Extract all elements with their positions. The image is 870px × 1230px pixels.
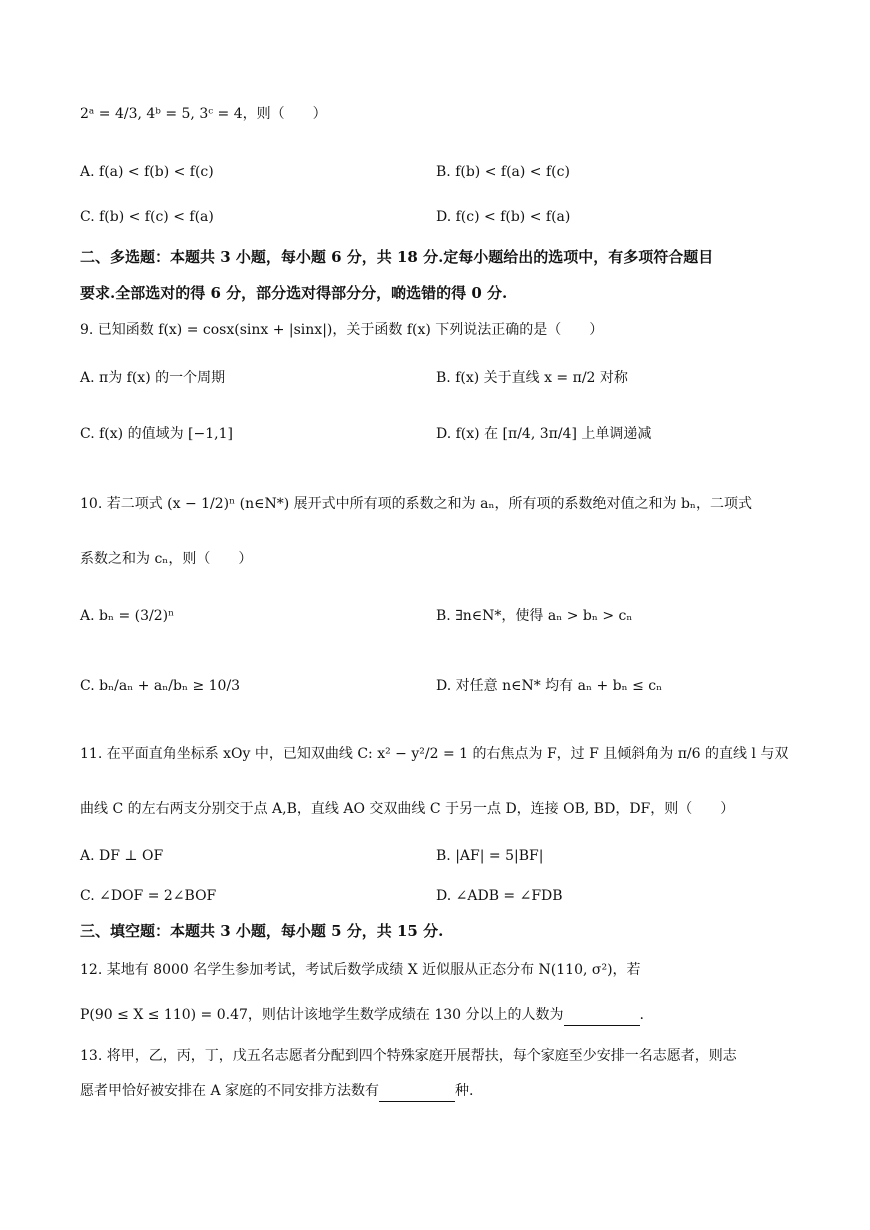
q13-stem-line2 (80, 1081, 473, 1102)
q11-option-c: C. ∠DOF = 2∠BOF (80, 888, 217, 904)
q12-stem-line2-text: P(90 ≤ X ≤ 110) = 0.47，则估计该地学生数学成绩在 130 分以上的人数为 (80, 1007, 564, 1023)
q12-stem-line2-end: . (639, 1007, 644, 1023)
q9-option-d: D. f(x) 在 [π/4, 3π/4] 上单调递减 (436, 426, 652, 442)
q11-option-b: B. |AF| = 5|BF| (436, 848, 544, 864)
q11-option-a: A. DF ⊥ OF (80, 848, 164, 864)
section-2-heading-line2: 要求.全部选对的得 6 分，部分选对得部分分，啲选错的得 0 分. (80, 284, 508, 302)
q10-option-a: A. bₙ = (3/2)ⁿ (80, 608, 175, 624)
q9-option-a: A. π为 f(x) 的一个周期 (80, 370, 226, 386)
q8-option-b: B. f(b) < f(a) < f(c) (436, 164, 570, 180)
q9-option-b: B. f(x) 关于直线 x = π/2 对称 (436, 370, 628, 386)
q10-option-c: C. bₙ/aₙ + aₙ/bₙ ≥ 10/3 (80, 678, 241, 694)
q13-stem-line1: 13. 将甲，乙，丙，丁，戊五名志愿者分配到四个特殊家庭开展帮扶，每个家庭至少安排一名志愿者，则志 (80, 1048, 737, 1064)
q10-stem-line2: 系数之和为 cₙ，则（ ） (80, 551, 253, 567)
q12-stem-line2 (80, 1005, 644, 1026)
q12-answer-blank[interactable] (564, 1005, 640, 1026)
q11-option-d: D. ∠ADB = ∠FDB (436, 888, 563, 904)
q13-stem-line2-text: 愿者甲恰好被安排在 A 家庭的不同安排方法数有 (80, 1083, 380, 1099)
q8-option-d: D. f(c) < f(b) < f(a) (436, 209, 571, 225)
q10-stem-line1: 10. 若二项式 (x − 1/2)ⁿ (n∈N*) 展开式中所有项的系数之和为 aₙ，所有项的系数绝对值之和为 bₙ，二项式 (80, 496, 752, 512)
q9-option-c: C. f(x) 的值域为 [−1,1] (80, 426, 233, 442)
section-3-heading: 三、填空题：本题共 3 小题，每小题 5 分，共 15 分. (80, 922, 444, 940)
q12-stem-line1: 12. 某地有 8000 名学生参加考试，考试后数学成绩 X 近似服从正态分布 N(110, σ²)，若 (80, 962, 641, 978)
q11-stem-line1: 11. 在平面直角坐标系 xOy 中，已知双曲线 C: x² − y²/2 = 1 的右焦点为 F，过 F 且倾斜角为 π/6 的直线 l 与双 (80, 746, 789, 762)
q9-stem: 9. 已知函数 f(x) = cosx(sinx + |sinx|)，关于函数 f(x) 下列说法正确的是（ ） (80, 322, 604, 338)
q11-stem-line2: 曲线 C 的左右两支分别交于点 A,B，直线 AO 交双曲线 C 于另一点 D，连接 OB, BD，DF，则（ ） (80, 801, 735, 817)
q8-option-a: A. f(a) < f(b) < f(c) (80, 164, 214, 180)
q13-answer-blank[interactable] (379, 1081, 455, 1102)
q8-option-c: C. f(b) < f(c) < f(a) (80, 209, 214, 225)
q10-option-d: D. 对任意 n∈N* 均有 aₙ + bₙ ≤ cₙ (436, 678, 663, 694)
q8-stem: 2ᵃ = 4/3, 4ᵇ = 5, 3ᶜ = 4，则（ ） (80, 106, 327, 122)
q10-option-b: B. ∃n∈N*，使得 aₙ > bₙ > cₙ (436, 608, 633, 624)
q13-stem-line2-end: 种. (455, 1083, 474, 1099)
section-2-heading-line1: 二、多选题：本题共 3 小题，每小题 6 分，共 18 分.定每小题给出的选项中，有多项符合题目 (80, 248, 714, 266)
